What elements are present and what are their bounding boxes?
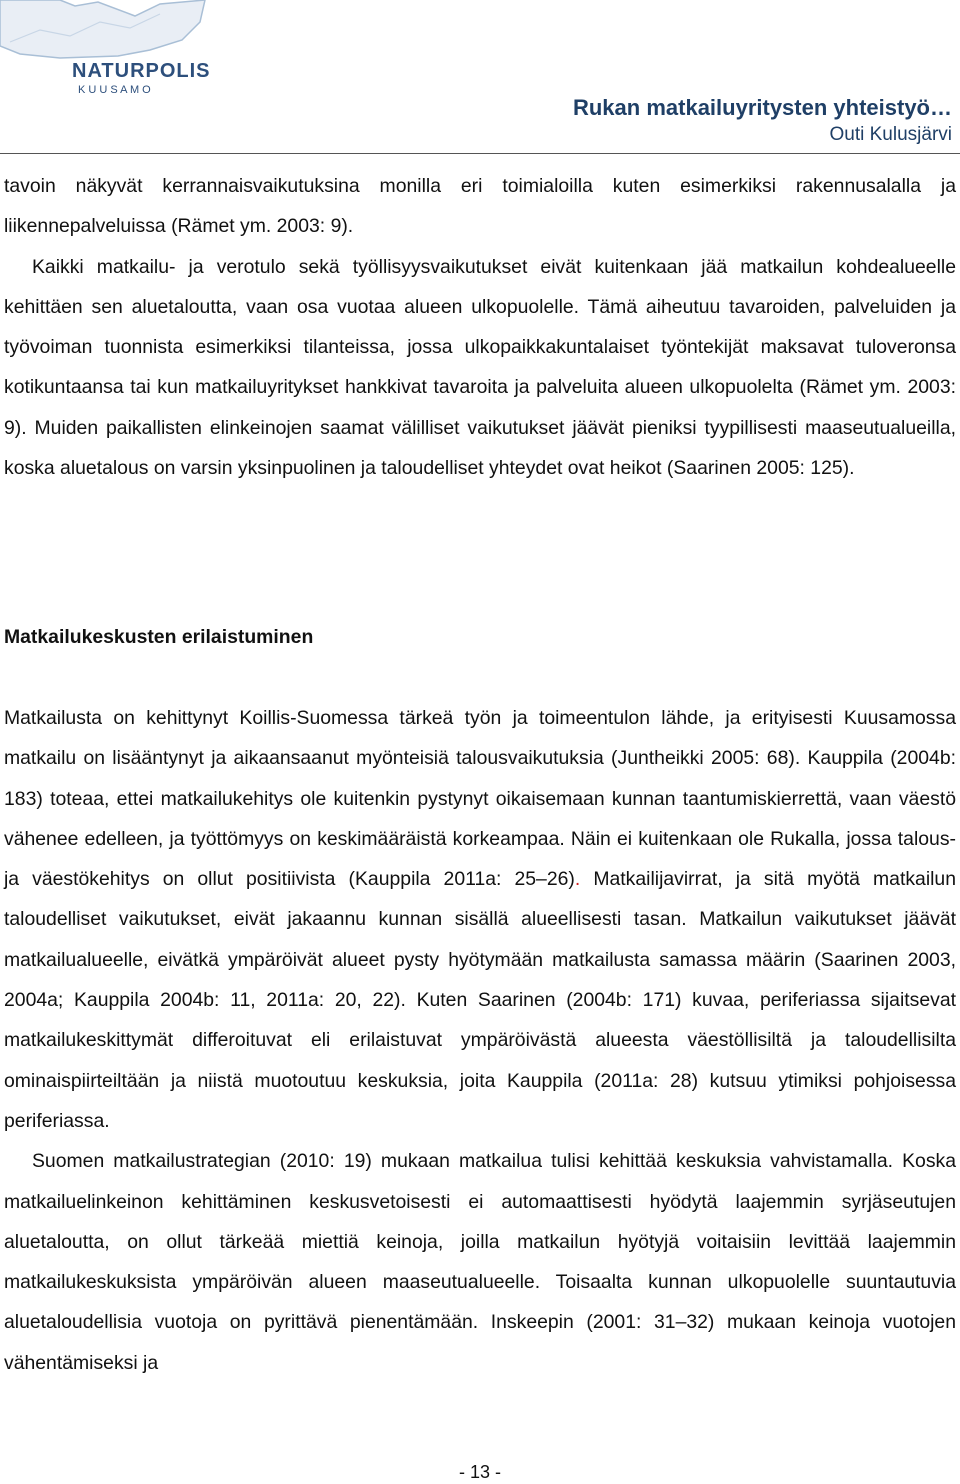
text-section-1 xyxy=(4,166,956,488)
paragraph-3-part-2: Matkailijavirrat, ja sitä myötä matkailun taloudelliset vaikutukset, eivät jakaannu kunnan sisällä alueellisesti tasan. Matkailun vaikutukset jäävät matkailualueelle, eivätkä ympäröivät alueet pysty hyötymään matkailusta samassa määrin (Saarinen 2003, 2004a; Kauppila 2004b: 11, 2011a: 20, 22). Kuten Saarinen (2004b: 171) kuvaa, periferiassa sijaitsevat matkailukeskittymät differoituvat eli erilaistuvat ympäröivästä alueesta väestöllisiltä ja taloudellisilta ominaispiirteiltään ja niistä muotoutuu keskuksia, joita Kauppila (2011a: 28) kutsuu ytimiksi pohjoisessa periferiassa. xyxy=(4,868,957,1132)
paragraph-2: Kaikki matkailu- ja verotulo sekä työllisyysvaikutukset eivät kuitenkaan jää matkailun kohdealueelle kehittäen sen aluetaloutta, vaan osa vuotaa alueen ulkopuolelle. Tämä aiheutuu tavaroiden, palveluiden ja työvoiman tuonnista esimerkiksi tilanteissa, jossa ulkopaikkakuntalaiset työntekijät maksavat tuloveronsa kotikuntaansa tai kun matkailuyritykset hankkivat tavaroita ja palveluita alueen ulkopuolelta (Rämet ym. 2003: 9). Muiden paikallisten elinkeinojen saamat välilliset vaikutukset jäävät pieniksi tyypillisesti maaseutualueilla, koska aluetalous on varsin yksinpuolinen ja taloudelliset yhteydet ovat heikot (Saarinen 2005: 125). xyxy=(4,255,956,480)
logo-subtext: K U U S A M O xyxy=(78,84,151,96)
paragraph-3-part-1: Matkailusta on kehittynyt Koillis-Suomessa tärkeä työn ja toimeentulon lähde, ja erityisesti Kuusamossa matkailu on lisääntynyt ja aikaansaanut myönteisiä talousvaikutuksia (Juntheikki 2005: 68). Kauppila (2004b: 183) toteaa, ettei matkailukehitys ole kuitenkin pystynyt oikaisemaan kunnan taantumiskierrettä, vaan väestö vähenee edelleen, ja työttömyys on keskimääräistä korkeampaa. Näin ei kuitenkaan ole Rukalla, jossa talous- ja väestökehitys on ollut positiivista (Kauppila 2011a: 25–26) xyxy=(4,707,956,891)
document-title: Rukan matkailuyritysten yhteistyö… xyxy=(572,95,952,120)
header-divider xyxy=(0,153,960,154)
paragraph-1: tavoin näkyvät kerrannaisvaikutuksina monilla eri toimialoilla kuten esimerkiksi rakennusalalla ja liikennepalveluissa (Rämet ym. 2003: 9). xyxy=(4,175,956,238)
logo-map-shape xyxy=(0,0,205,58)
naturpolis-logo xyxy=(0,0,240,100)
paragraph-3 xyxy=(4,698,956,1141)
section-heading: Matkailukeskusten erilaistuminen xyxy=(4,626,314,648)
paragraph-4: Suomen matkailustrategian (2010: 19) mukaan matkailua tulisi kehittää keskuksia vahvistamalla. Koska matkailuelinkeinon kehittäminen keskusvetoisesti ei automaattisesti hyödytä laajemmin syrjäseutujen aluetaloutta, on ollut tärkeää miettiä keinoja, joilla matkailun hyötyjä voitaisiin levittää laajemmin matkailukeskuksista ympäröivän alueen maaseutualueelle. Toisaalta kunnan ulkopuolelle suuntautuvia aluetaloudellisia vuotoja on pyrittävä pienentämään. Inskeepin (2001: 31–32) mukaan keinoja vuotojen vähentämiseksi ja xyxy=(4,1150,956,1374)
logo-text: NATURPOLIS xyxy=(72,60,211,82)
logo-graphic xyxy=(0,0,240,100)
text-section-2 xyxy=(4,698,956,1383)
document-author: Outi Kulusjärvi xyxy=(829,124,952,145)
red-period: . xyxy=(574,868,581,891)
page-number: - 13 - xyxy=(458,1462,501,1482)
